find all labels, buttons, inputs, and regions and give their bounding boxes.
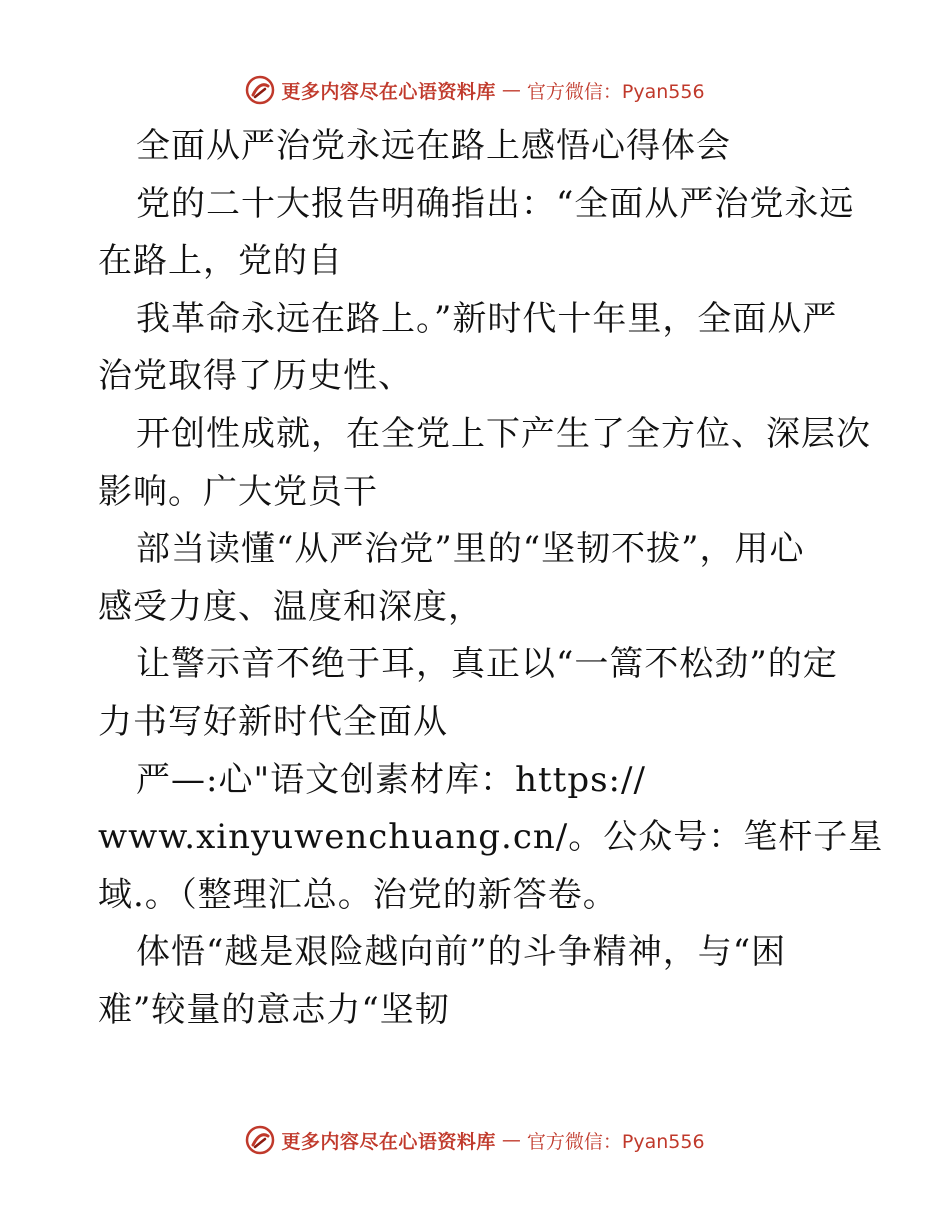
- paragraph-line: 力书写好新时代全面从: [98, 701, 448, 742]
- footer-banner-contact: 官方微信：Pyan556: [526, 1130, 705, 1153]
- paragraph-line: 我革命永远在路上。”新时代十年里，全面从严: [136, 298, 838, 339]
- header-banner-text: 更多内容尽在心语资料库: [281, 80, 496, 103]
- paragraph-line: www.xinyuwenchuang.cn/。公众号：笔杆子星: [98, 817, 884, 858]
- header-banner-dash: —: [501, 79, 521, 101]
- paragraph-line: 让警示音不绝于耳，真正以“一篙不松劲”的定: [136, 644, 838, 685]
- paragraph-line: 难”较量的意志力“坚韧: [98, 989, 450, 1030]
- footer-banner: [0, 1120, 950, 1160]
- paragraph-line: 影响。广大党员干: [98, 471, 378, 512]
- paragraph-line: 严—:心"语文创素材库：https://: [136, 759, 646, 800]
- footer-banner-text: 更多内容尽在心语资料库: [281, 1130, 496, 1153]
- paragraph-line: 域.。（整理汇总。治党的新答卷。: [98, 874, 618, 915]
- document-body: [98, 118, 884, 1040]
- brand-logo-icon: [245, 1125, 275, 1155]
- header-banner-contact: 官方微信：Pyan556: [526, 80, 705, 103]
- footer-banner-dash: —: [501, 1129, 521, 1151]
- document-title: 全面从严治党永远在路上感悟心得体会: [136, 126, 731, 166]
- paragraph-line: 治党取得了历史性、: [98, 356, 413, 397]
- paragraph-line: 开创性成就，在全党上下产生了全方位、深层次: [136, 413, 871, 454]
- paragraph-line: 感受力度、温度和深度，: [98, 586, 483, 627]
- paragraph-line: 体悟“越是艰险越向前”的斗争精神，与“困: [136, 932, 787, 973]
- paragraph-line: 在路上，党的自: [98, 241, 343, 282]
- brand-logo-icon: [245, 75, 275, 105]
- paragraph-line: 党的二十大报告明确指出：“全面从严治党永远: [136, 183, 855, 224]
- paragraph-line: 部当读懂“从严治党”里的“坚韧不拔”，用心: [136, 529, 805, 570]
- header-banner: [0, 70, 950, 110]
